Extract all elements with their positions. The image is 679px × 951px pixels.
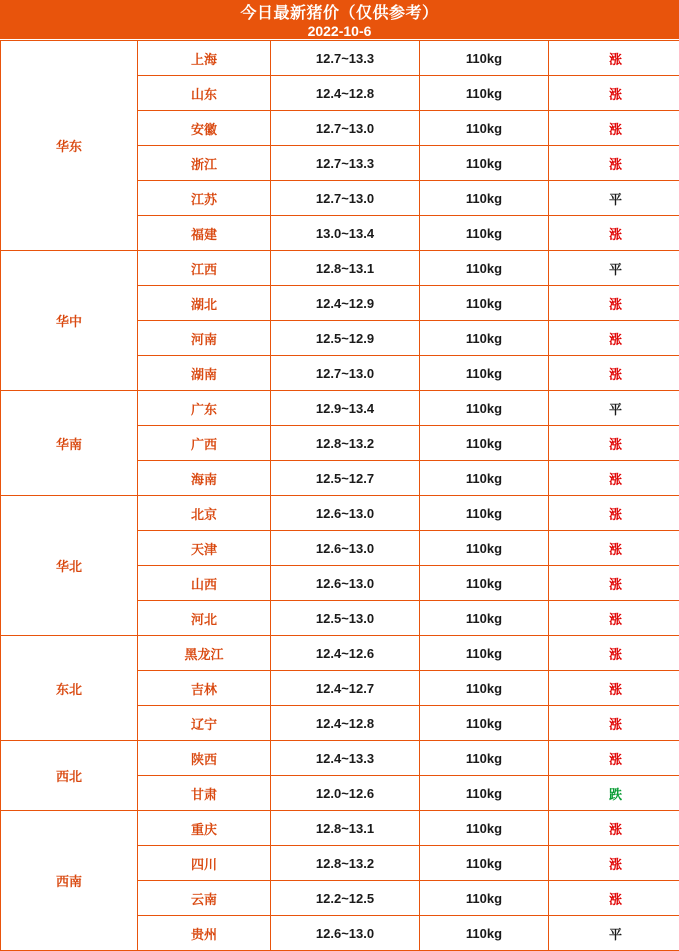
trend-cell: 涨: [549, 811, 679, 846]
price-cell: 12.7~13.0: [271, 356, 420, 391]
trend-cell: 涨: [549, 426, 679, 461]
weight-cell: 110kg: [420, 496, 549, 531]
region-cell: 华中: [1, 251, 138, 391]
trend-cell: 平: [549, 251, 679, 286]
province-cell: 江西: [138, 251, 271, 286]
weight-cell: 110kg: [420, 41, 549, 76]
province-cell: 天津: [138, 531, 271, 566]
region-cell: 西北: [1, 741, 138, 811]
trend-cell: 涨: [549, 881, 679, 916]
weight-cell: 110kg: [420, 321, 549, 356]
weight-cell: 110kg: [420, 566, 549, 601]
trend-cell: 涨: [549, 741, 679, 776]
price-cell: 12.7~13.0: [271, 111, 420, 146]
weight-cell: 110kg: [420, 671, 549, 706]
price-cell: 12.7~13.0: [271, 181, 420, 216]
province-cell: 广东: [138, 391, 271, 426]
table-row: [1, 741, 679, 776]
region-cell: 华北: [1, 496, 138, 636]
table-row: [1, 41, 679, 76]
province-cell: 广西: [138, 426, 271, 461]
province-cell: 云南: [138, 881, 271, 916]
weight-cell: 110kg: [420, 461, 549, 496]
province-cell: 河南: [138, 321, 271, 356]
trend-cell: 涨: [549, 461, 679, 496]
price-cell: 12.0~12.6: [271, 776, 420, 811]
price-cell: 12.6~13.0: [271, 916, 420, 951]
province-cell: 贵州: [138, 916, 271, 951]
price-table-body: [1, 41, 679, 951]
weight-cell: 110kg: [420, 706, 549, 741]
price-table: [0, 40, 679, 951]
trend-cell: 涨: [549, 531, 679, 566]
province-cell: 重庆: [138, 811, 271, 846]
price-cell: 13.0~13.4: [271, 216, 420, 251]
weight-cell: 110kg: [420, 216, 549, 251]
province-cell: 北京: [138, 496, 271, 531]
price-cell: 12.4~13.3: [271, 741, 420, 776]
province-cell: 甘肃: [138, 776, 271, 811]
price-cell: 12.4~12.8: [271, 76, 420, 111]
price-cell: 12.7~13.3: [271, 41, 420, 76]
weight-cell: 110kg: [420, 426, 549, 461]
trend-cell: 涨: [549, 356, 679, 391]
weight-cell: 110kg: [420, 286, 549, 321]
weight-cell: 110kg: [420, 181, 549, 216]
region-cell: 东北: [1, 636, 138, 741]
table-row: [1, 391, 679, 426]
province-cell: 江苏: [138, 181, 271, 216]
weight-cell: 110kg: [420, 601, 549, 636]
trend-cell: 涨: [549, 846, 679, 881]
price-cell: 12.7~13.3: [271, 146, 420, 181]
table-row: [1, 251, 679, 286]
trend-cell: 平: [549, 391, 679, 426]
weight-cell: 110kg: [420, 741, 549, 776]
weight-cell: 110kg: [420, 356, 549, 391]
province-cell: 海南: [138, 461, 271, 496]
price-cell: 12.5~13.0: [271, 601, 420, 636]
province-cell: 湖南: [138, 356, 271, 391]
trend-cell: 涨: [549, 111, 679, 146]
trend-cell: 涨: [549, 566, 679, 601]
price-cell: 12.5~12.9: [271, 321, 420, 356]
price-cell: 12.2~12.5: [271, 881, 420, 916]
province-cell: 辽宁: [138, 706, 271, 741]
trend-cell: 涨: [549, 671, 679, 706]
weight-cell: 110kg: [420, 846, 549, 881]
province-cell: 山西: [138, 566, 271, 601]
price-cell: 12.6~13.0: [271, 531, 420, 566]
trend-cell: 涨: [549, 706, 679, 741]
province-cell: 河北: [138, 601, 271, 636]
trend-cell: 涨: [549, 321, 679, 356]
region-cell: 华东: [1, 41, 138, 251]
province-cell: 上海: [138, 41, 271, 76]
trend-cell: 涨: [549, 146, 679, 181]
weight-cell: 110kg: [420, 811, 549, 846]
province-cell: 安徽: [138, 111, 271, 146]
region-cell: 西南: [1, 811, 138, 951]
price-cell: 12.6~13.0: [271, 496, 420, 531]
trend-cell: 涨: [549, 636, 679, 671]
trend-cell: 跌: [549, 776, 679, 811]
weight-cell: 110kg: [420, 776, 549, 811]
trend-cell: 涨: [549, 496, 679, 531]
trend-cell: 涨: [549, 76, 679, 111]
province-cell: 黑龙江: [138, 636, 271, 671]
region-cell: 华南: [1, 391, 138, 496]
price-cell: 12.8~13.2: [271, 846, 420, 881]
table-row: [1, 636, 679, 671]
trend-cell: 平: [549, 916, 679, 951]
page-title: 今日最新猪价（仅供参考）: [0, 0, 679, 23]
province-cell: 四川: [138, 846, 271, 881]
province-cell: 浙江: [138, 146, 271, 181]
date-badge: 2022-10-6: [0, 23, 679, 40]
weight-cell: 110kg: [420, 76, 549, 111]
price-cell: 12.6~13.0: [271, 566, 420, 601]
price-cell: 12.4~12.9: [271, 286, 420, 321]
weight-cell: 110kg: [420, 916, 549, 951]
trend-cell: 平: [549, 181, 679, 216]
trend-cell: 涨: [549, 601, 679, 636]
price-cell: 12.4~12.7: [271, 671, 420, 706]
province-cell: 湖北: [138, 286, 271, 321]
province-cell: 福建: [138, 216, 271, 251]
price-cell: 12.9~13.4: [271, 391, 420, 426]
weight-cell: 110kg: [420, 111, 549, 146]
province-cell: 陕西: [138, 741, 271, 776]
weight-cell: 110kg: [420, 881, 549, 916]
trend-cell: 涨: [549, 286, 679, 321]
trend-cell: 涨: [549, 41, 679, 76]
weight-cell: 110kg: [420, 251, 549, 286]
price-cell: 12.4~12.8: [271, 706, 420, 741]
price-cell: 12.8~13.1: [271, 811, 420, 846]
table-row: [1, 811, 679, 846]
price-cell: 12.8~13.2: [271, 426, 420, 461]
weight-cell: 110kg: [420, 146, 549, 181]
weight-cell: 110kg: [420, 531, 549, 566]
table-row: [1, 496, 679, 531]
province-cell: 吉林: [138, 671, 271, 706]
price-cell: 12.5~12.7: [271, 461, 420, 496]
price-cell: 12.8~13.1: [271, 251, 420, 286]
price-cell: 12.4~12.6: [271, 636, 420, 671]
weight-cell: 110kg: [420, 391, 549, 426]
weight-cell: 110kg: [420, 636, 549, 671]
trend-cell: 涨: [549, 216, 679, 251]
province-cell: 山东: [138, 76, 271, 111]
